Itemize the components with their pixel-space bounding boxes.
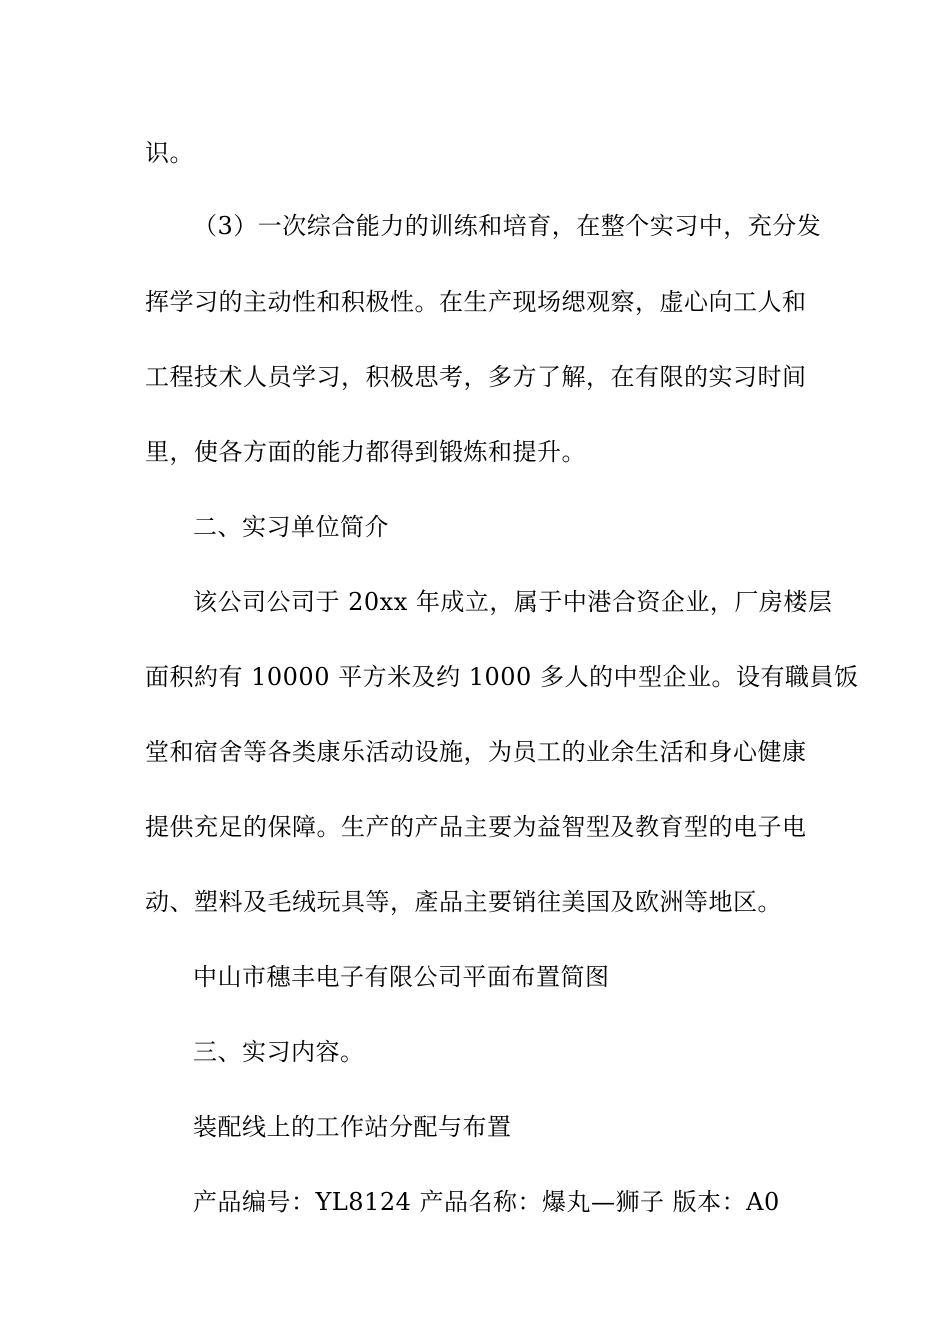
paragraph-line: 动、塑料及毛绒玩具等，產品主要销往美国及欧洲等地区。 [145, 888, 782, 916]
paragraph-line: 识。 [145, 139, 194, 167]
figure-caption: 中山市穗丰电子有限公司平面布置简图 [193, 963, 610, 991]
paragraph-line: 提供充足的保障。生产的产品主要为益智型及教育型的电子电 [145, 813, 807, 841]
paragraph-line: 工程技术人员学习，积极思考，多方了解，在有限的实习时间 [145, 363, 807, 391]
paragraph-line: 里，使各方面的能力都得到锻炼和提升。 [145, 438, 586, 466]
paragraph-line: （3）一次综合能力的训练和培育，在整个实习中，充分发 [193, 212, 822, 240]
subheading: 装配线上的工作站分配与布置 [193, 1113, 512, 1141]
paragraph-line: 面积約有 10000 平方米及约 1000 多人的中型企业。设有職員饭 [145, 663, 859, 691]
paragraph-line: 堂和宿舍等各类康乐活动设施，为员工的业余生活和身心健康 [145, 738, 807, 766]
paragraph-line: 挥学习的主动性和积极性。在生产现场缌观察，虚心向工人和 [145, 288, 807, 316]
section-heading: 二、实习单位简介 [193, 513, 389, 541]
product-info-line: 产品编号：YL8124 产品名称：爆丸—狮子 版本：A0 [193, 1188, 780, 1216]
paragraph-line: 该公司公司于 20xx 年成立，属于中港合资企业，厂房楼层 [193, 588, 833, 616]
section-heading: 三、实习内容。 [193, 1038, 365, 1066]
